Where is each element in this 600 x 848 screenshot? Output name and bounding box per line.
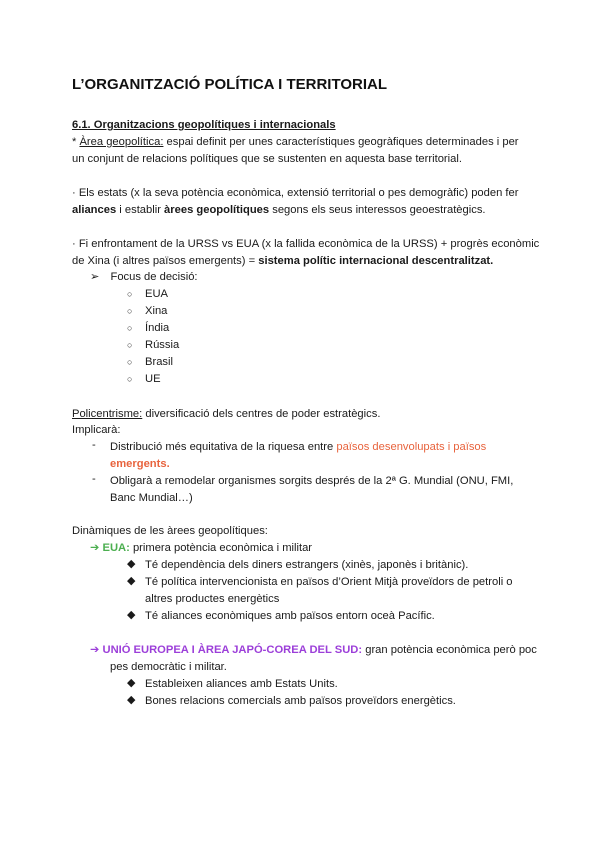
arrow-right-icon: ➔ — [90, 542, 100, 554]
para2-line-1: · Fi enfrontament de la URSS vs EUA (x la fallida econòmica de la URSS) + progrès econòmic — [72, 238, 540, 250]
page-title: L’ORGANITZACIÓ POLÍTICA I TERRITORIAL — [72, 76, 387, 93]
diamond-bullet-icon: ◆ — [127, 609, 136, 621]
circle-bullet-icon: ○ — [127, 323, 133, 333]
para1-mid: i establir — [116, 204, 165, 216]
definition-term: Àrea geopolítica: — [79, 136, 164, 148]
focus-item: EUA — [145, 288, 169, 300]
para2-text: de Xina (i altres països emergents) = — [72, 255, 259, 267]
diamond-bullet-icon: ◆ — [127, 558, 136, 570]
para1-end: segons els seus interessos geoestratègics. — [269, 204, 486, 216]
para2-line-2 — [72, 253, 493, 269]
para1-bold-aliances: aliances — [72, 204, 117, 216]
circle-bullet-icon: ○ — [127, 357, 133, 367]
arrow-right-icon: ➔ — [90, 644, 100, 656]
ue-label: UNIÓ EUROPEA I ÀREA JAPÓ-COREA DEL SUD: — [102, 644, 363, 656]
eua-item: Té política intervencionista en països d’Orient Mitjà proveïdors de petroli o — [145, 576, 513, 588]
circle-bullet-icon: ○ — [127, 289, 133, 299]
policentrisme-term: Policentrisme: — [72, 408, 143, 420]
diamond-bullet-icon: ◆ — [127, 677, 136, 689]
implication-2-line-1: Obligarà a remodelar organismes sorgits després de la 2ª G. Mundial (ONU, FMI, — [110, 475, 514, 487]
para2-bold: sistema polític internacional descentralitzat. — [258, 255, 494, 267]
diamond-bullet-icon: ◆ — [127, 575, 136, 587]
implication-1-line-2: emergents. — [110, 458, 170, 470]
eua-label: EUA: — [102, 542, 130, 554]
focus-line — [90, 269, 198, 285]
implication-1-line-1 — [110, 439, 486, 455]
ue-item: Bones relacions comercials amb països proveïdors energètics. — [145, 695, 456, 707]
circle-bullet-icon: ○ — [127, 306, 133, 316]
ue-item: Estableixen aliances amb Estats Units. — [145, 678, 338, 690]
circle-bullet-icon: ○ — [127, 340, 133, 350]
definition-line-2: un conjunt de relacions polítiques que se sustenten en aquesta base territorial. — [72, 153, 462, 165]
eua-item-continued: altres productes energètics — [145, 593, 280, 605]
eua-item: Té dependència dels diners estrangers (xinès, japonès i britànic). — [145, 559, 469, 571]
focus-item: Xina — [145, 305, 168, 317]
focus-item: Brasil — [145, 356, 173, 368]
policentrisme-text: diversificació dels centres de poder estratègics. — [142, 408, 381, 420]
dinamiques-heading: Dinàmiques de les àrees geopolítiques: — [72, 525, 268, 537]
implicara-label: Implicarà: — [72, 424, 121, 436]
arrow-outline-icon: ➢ — [90, 271, 100, 283]
definition-line-1 — [72, 134, 519, 150]
para1-line-1: · Els estats (x la seva potència econòmica, extensió territorial o pes demogràfic) poden fer — [72, 187, 519, 199]
ue-text-2: pes democràtic i militar. — [110, 661, 227, 673]
circle-bullet-icon: ○ — [127, 374, 133, 384]
implication-2-line-2: Banc Mundial…) — [110, 492, 193, 504]
policentrisme-line — [72, 406, 380, 422]
section-heading: 6.1. Organitzacions geopolítiques i internacionals — [72, 119, 336, 131]
focus-item: UE — [145, 373, 161, 385]
eua-item: Té aliances econòmiques amb països entorn oceà Pacífic. — [145, 610, 435, 622]
implication-1-highlight: països desenvolupats i països — [336, 441, 487, 453]
definition-star: * — [72, 136, 77, 148]
focus-item: Índia — [145, 322, 170, 334]
focus-item: Rússia — [145, 339, 180, 351]
dash-bullet-icon: - — [92, 473, 96, 485]
diamond-bullet-icon: ◆ — [127, 694, 136, 706]
definition-text-1: espai definit per unes característiques geogràfiques determinades i per — [163, 136, 519, 148]
eua-text: primera potència econòmica i militar — [129, 542, 313, 554]
implication-1-text: Distribució més equitativa de la riquesa entre — [110, 441, 337, 453]
para1-bold-arees: àrees geopolítiques — [164, 204, 270, 216]
ue-text: gran potència econòmica però poc — [362, 644, 537, 656]
eua-line — [90, 540, 312, 556]
para1-line-2 — [72, 202, 486, 218]
focus-label: Focus de decisió: — [110, 271, 198, 283]
dash-bullet-icon: - — [92, 439, 96, 451]
ue-line — [90, 642, 537, 658]
